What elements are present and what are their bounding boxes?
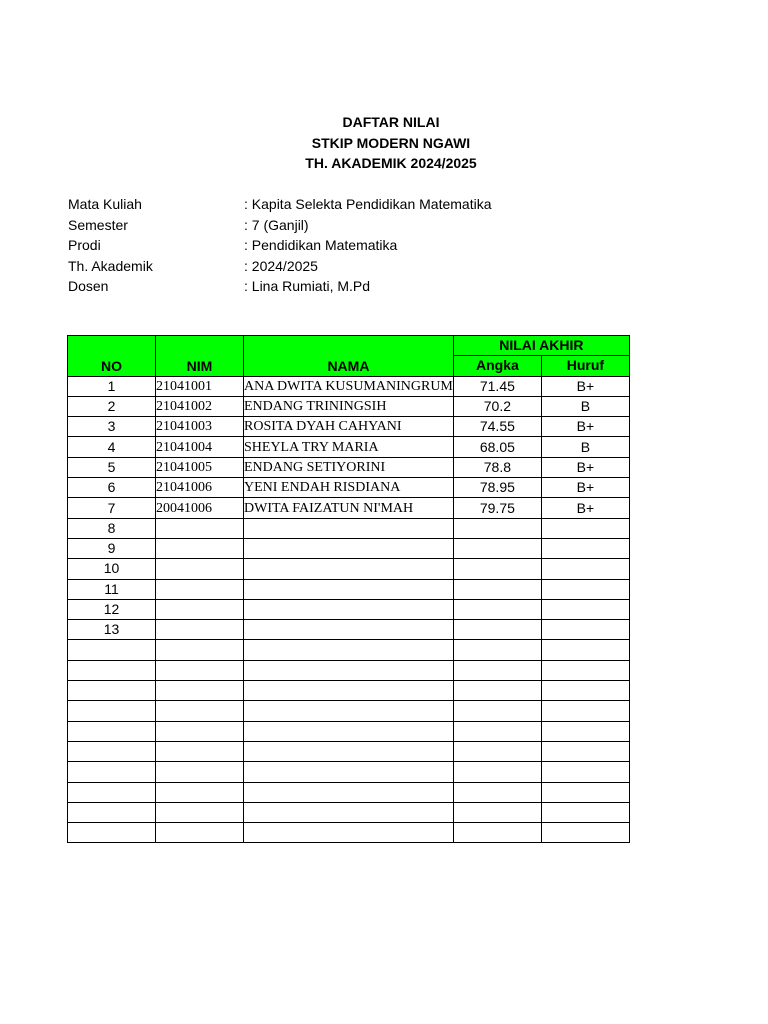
cell-angka (453, 599, 541, 619)
cell-nim (156, 782, 244, 802)
cell-angka (453, 518, 541, 538)
table-row (68, 640, 630, 660)
cell-nim (156, 721, 244, 741)
cell-huruf: B+ (541, 498, 629, 518)
cell-no: 4 (68, 437, 156, 457)
cell-huruf: B+ (541, 457, 629, 477)
cell-angka: 78.8 (453, 457, 541, 477)
cell-huruf (541, 518, 629, 538)
cell-nama (244, 518, 454, 538)
cell-angka (453, 538, 541, 558)
cell-no: 13 (68, 620, 156, 640)
cell-angka (453, 823, 541, 843)
cell-no: 6 (68, 478, 156, 498)
cell-no: 3 (68, 417, 156, 437)
cell-huruf (541, 802, 629, 822)
cell-nim (156, 518, 244, 538)
cell-angka: 68.05 (453, 437, 541, 457)
table-row (68, 681, 630, 701)
table-row (68, 701, 630, 721)
cell-huruf (541, 599, 629, 619)
cell-nim (156, 559, 244, 579)
table-row (68, 762, 630, 782)
info-row-semester (68, 215, 491, 236)
cell-angka (453, 741, 541, 761)
course-info (68, 194, 491, 297)
cell-huruf: B (541, 396, 629, 416)
cell-nama: ROSITA DYAH CAHYANI (244, 417, 454, 437)
cell-angka (453, 721, 541, 741)
cell-angka (453, 579, 541, 599)
cell-nim (156, 823, 244, 843)
cell-no (68, 681, 156, 701)
header-nama: NAMA (244, 336, 454, 377)
cell-no: 2 (68, 396, 156, 416)
cell-angka: 74.55 (453, 417, 541, 437)
cell-nama (244, 823, 454, 843)
table-row (68, 396, 630, 416)
info-label: Mata Kuliah (68, 196, 142, 212)
table-row (68, 802, 630, 822)
cell-nama (244, 640, 454, 660)
cell-no (68, 802, 156, 822)
table-row (68, 478, 630, 498)
cell-nama (244, 802, 454, 822)
cell-angka (453, 701, 541, 721)
cell-no (68, 721, 156, 741)
info-row-academic-year (68, 256, 491, 277)
info-label: Prodi (68, 237, 101, 253)
table-row (68, 437, 630, 457)
cell-huruf (541, 579, 629, 599)
cell-nim: 21041005 (156, 457, 244, 477)
cell-nama (244, 721, 454, 741)
cell-nim: 21041004 (156, 437, 244, 457)
cell-nim (156, 762, 244, 782)
cell-no (68, 782, 156, 802)
cell-no: 7 (68, 498, 156, 518)
cell-huruf (541, 620, 629, 640)
cell-nim (156, 741, 244, 761)
cell-nama (244, 559, 454, 579)
table-row (68, 417, 630, 437)
table-row (68, 559, 630, 579)
cell-huruf (541, 741, 629, 761)
cell-angka (453, 802, 541, 822)
cell-nim (156, 802, 244, 822)
cell-nim (156, 579, 244, 599)
cell-nama: SHEYLA TRY MARIA (244, 437, 454, 457)
table-body (68, 376, 630, 843)
cell-nama (244, 681, 454, 701)
cell-nama (244, 782, 454, 802)
cell-huruf (541, 681, 629, 701)
cell-nama (244, 579, 454, 599)
cell-no: 9 (68, 538, 156, 558)
cell-nama (244, 762, 454, 782)
cell-angka (453, 681, 541, 701)
cell-huruf (541, 559, 629, 579)
cell-nama (244, 538, 454, 558)
cell-nim (156, 640, 244, 660)
cell-no: 5 (68, 457, 156, 477)
info-value: : 2024/2025 (244, 257, 318, 274)
cell-nim (156, 538, 244, 558)
table-row (68, 579, 630, 599)
cell-no: 12 (68, 599, 156, 619)
cell-angka: 70.2 (453, 396, 541, 416)
cell-huruf (541, 762, 629, 782)
cell-angka (453, 620, 541, 640)
cell-no (68, 640, 156, 660)
info-label: Dosen (68, 278, 109, 294)
table-row (68, 599, 630, 619)
header-no: NO (68, 336, 156, 377)
cell-nim (156, 660, 244, 680)
cell-no (68, 701, 156, 721)
info-value: : Lina Rumiati, M.Pd (244, 278, 371, 294)
cell-huruf (541, 660, 629, 680)
cell-nama (244, 701, 454, 721)
cell-angka: 78.95 (453, 478, 541, 498)
cell-nim: 21041006 (156, 478, 244, 498)
table-row (68, 782, 630, 802)
table-row (68, 518, 630, 538)
header-nilai-akhir: NILAI AKHIR (453, 336, 629, 356)
cell-nama: ENDANG SETIYORINI (244, 457, 454, 477)
document-title: DAFTAR NILAI (342, 114, 440, 130)
cell-huruf: B+ (541, 417, 629, 437)
cell-huruf: B+ (541, 376, 629, 396)
table-header-row (68, 336, 630, 356)
table-row (68, 660, 630, 680)
cell-angka (453, 782, 541, 802)
cell-nim (156, 599, 244, 619)
cell-huruf (541, 782, 629, 802)
cell-huruf (541, 823, 629, 843)
table-row (68, 376, 630, 396)
header-huruf: Huruf (541, 356, 629, 376)
table-row (68, 620, 630, 640)
cell-huruf (541, 640, 629, 660)
academic-year-title: TH. AKADEMIK 2024/2025 (305, 155, 477, 171)
cell-no (68, 762, 156, 782)
table-row (68, 721, 630, 741)
cell-no (68, 741, 156, 761)
cell-huruf (541, 701, 629, 721)
cell-nama (244, 741, 454, 761)
table-row (68, 741, 630, 761)
info-row-program (68, 235, 491, 256)
cell-huruf (541, 538, 629, 558)
cell-huruf (541, 721, 629, 741)
table-row (68, 498, 630, 518)
info-label: Th. Akademik (68, 257, 153, 274)
cell-nama (244, 620, 454, 640)
cell-angka (453, 640, 541, 660)
cell-nim: 21041003 (156, 417, 244, 437)
institution-name: STKIP MODERN NGAWI (311, 134, 471, 151)
table-row (68, 823, 630, 843)
cell-nim (156, 620, 244, 640)
info-row-lecturer (68, 276, 491, 297)
header-angka: Angka (453, 356, 541, 376)
cell-nim: 21041002 (156, 396, 244, 416)
cell-nim: 21041001 (156, 376, 244, 396)
info-row-course (68, 194, 491, 215)
cell-angka: 79.75 (453, 498, 541, 518)
cell-angka (453, 559, 541, 579)
cell-nama (244, 599, 454, 619)
cell-nim (156, 681, 244, 701)
table-row (68, 457, 630, 477)
document-title-block (0, 112, 768, 174)
info-label: Semester (68, 216, 128, 233)
cell-nim (156, 701, 244, 721)
info-value: : 7 (Ganjil) (244, 216, 309, 233)
cell-nama: ANA DWITA KUSUMANINGRUM (244, 376, 454, 396)
cell-angka (453, 660, 541, 680)
table-row (68, 538, 630, 558)
cell-angka (453, 762, 541, 782)
cell-no: 11 (68, 579, 156, 599)
header-nim: NIM (156, 336, 244, 377)
cell-no (68, 823, 156, 843)
cell-no: 8 (68, 518, 156, 538)
info-value: : Pendidikan Matematika (244, 237, 398, 253)
cell-nama: YENI ENDAH RISDIANA (244, 478, 454, 498)
cell-no: 10 (68, 559, 156, 579)
cell-huruf: B+ (541, 478, 629, 498)
info-value: : Kapita Selekta Pendidikan Matematika (244, 196, 492, 212)
grades-table (67, 335, 630, 843)
cell-nama: ENDANG TRININGSIH (244, 396, 454, 416)
cell-nama (244, 660, 454, 680)
cell-huruf: B (541, 437, 629, 457)
cell-angka: 71.45 (453, 376, 541, 396)
cell-no (68, 660, 156, 680)
cell-no: 1 (68, 376, 156, 396)
cell-nim: 20041006 (156, 498, 244, 518)
cell-nama: DWITA FAIZATUN NI'MAH (244, 498, 454, 518)
